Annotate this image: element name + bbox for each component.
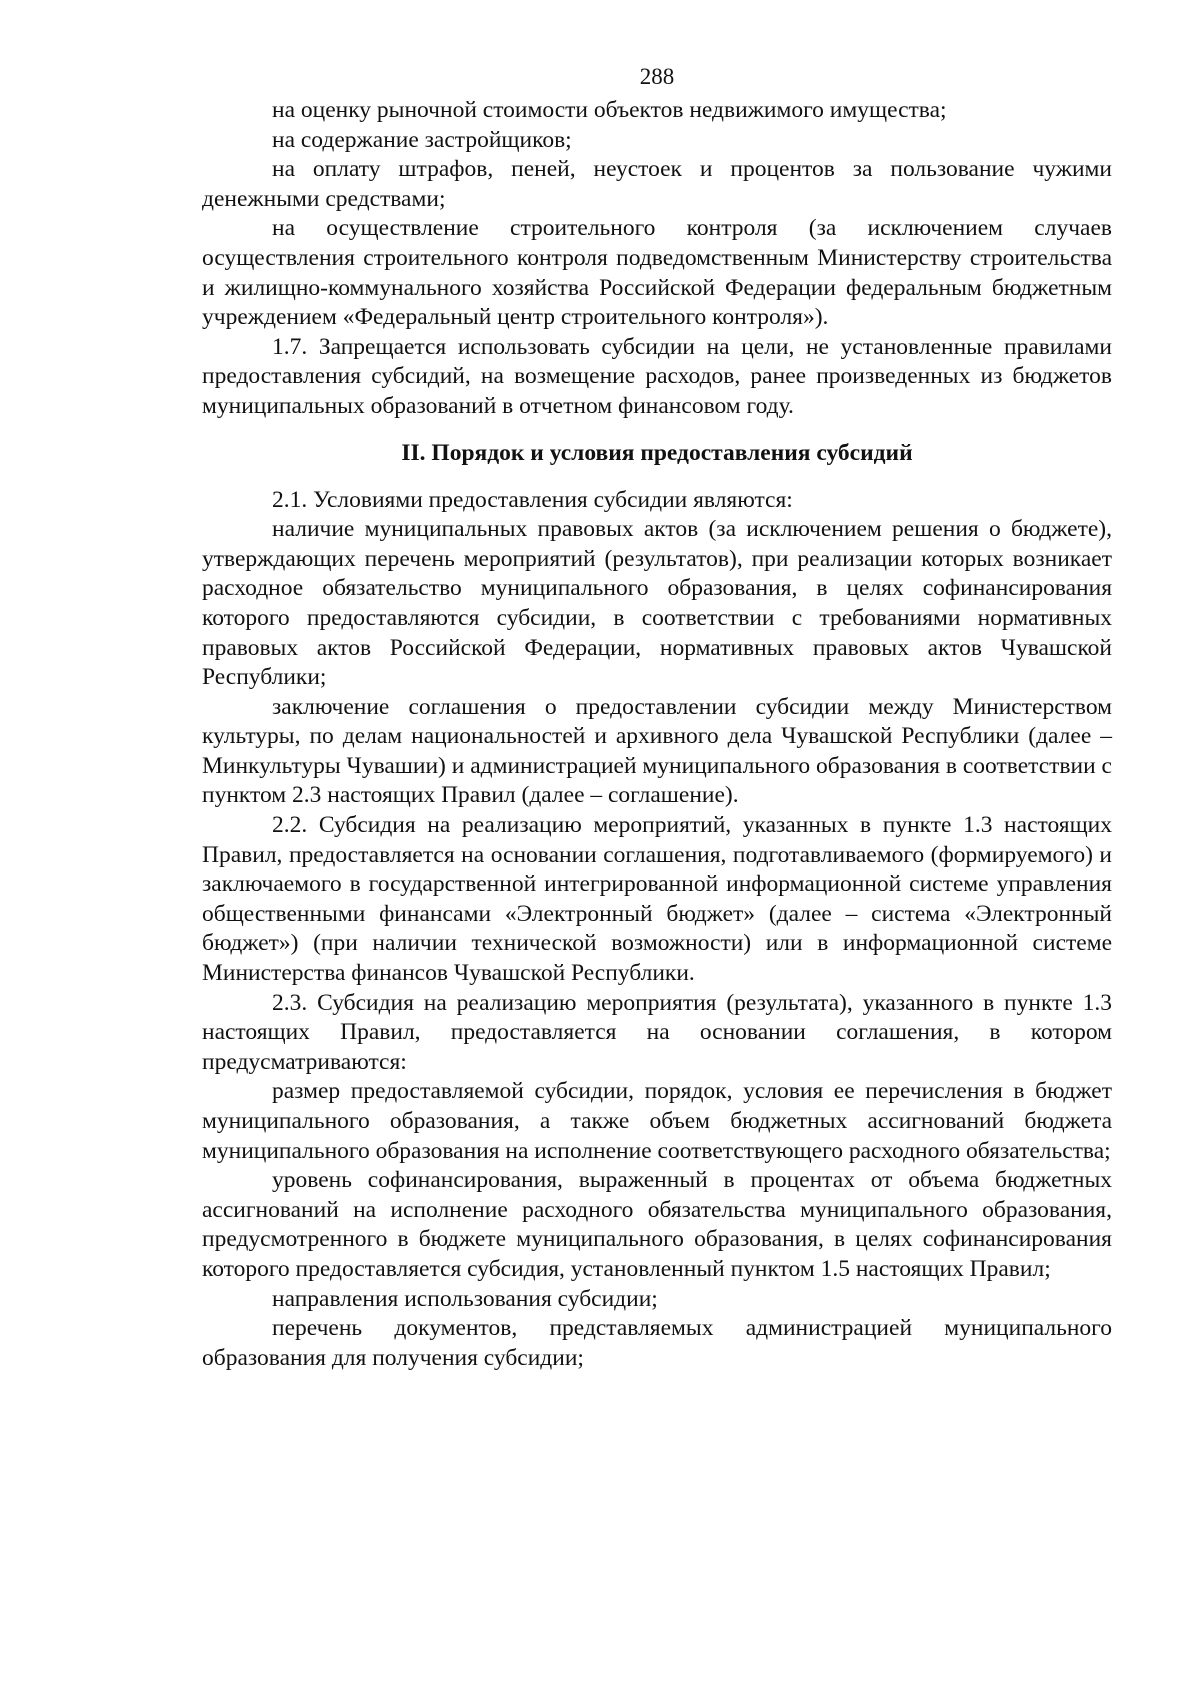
paragraph: на содержание застройщиков; — [272, 126, 572, 153]
paragraph: перечень документов, представляемых администрацией муниципального образования для получения субсидии; — [202, 1315, 1112, 1371]
paragraph: на оценку рыночной стоимости объектов недвижимого имущества; — [272, 97, 947, 123]
section-heading: II. Порядок и условия предоставления субсидий — [401, 439, 913, 466]
paragraph: наличие муниципальных правовых актов (за исключением решения о бюджете), утверждающих перечень мероприятий (результатов), при реализации которых возникает расходное обязательство муниципального образования, в целях софинансирования которого предоставляются субсидии, в соответствии с требованиями нормативных правовых актов Российской Федерации, нормативных правовых актов Чувашской Республики; — [202, 516, 1112, 691]
paragraph: 1.7. Запрещается использовать субсидии на цели, не установленные правилами предоставления субсидий, на возмещение расходов, ранее произведенных из бюджетов муниципальных образований в отчетном финансовом году. — [202, 333, 1112, 419]
paragraph: на оплату штрафов, пеней, неустоек и процентов за пользование чужими денежными средствами; — [202, 156, 1112, 212]
paragraph: направления использования субсидии; — [272, 1285, 658, 1312]
page-number: 288 — [639, 64, 675, 89]
paragraph: 2.1. Условиями предоставления субсидии являются: — [272, 486, 793, 513]
paragraph: на осуществление строительного контроля (за исключением случаев осуществления строительного контроля подведомственным Министерству строительства и жилищно-коммунального хозяйства Российской Федерации федеральным бюджетным учреждением «Федеральный центр строительного контроля»). — [202, 215, 1112, 331]
document-page — [202, 62, 1112, 1373]
paragraph: заключение соглашения о предоставлении субсидии между Министерством культуры, по делам национальностей и архивного дела Чувашской Республики (далее – Минкультуры Чувашии) и администрацией муниципального образования в соответствии с пунктом 2.3 настоящих Правил (далее – соглашение). — [202, 693, 1112, 809]
paragraph: 2.2. Субсидия на реализацию мероприятий, указанных в пункте 1.3 настоящих Правил, предоставляется на основании соглашения, подготавливаемого (формируемого) и заключаемого в государственной интегрированной информационной системе управления общественными финансами «Электронный бюджет» (далее – система «Электронный бюджет») (при наличии технической возможности) или в информационной системе Министерства финансов Чувашской Республики. — [202, 812, 1112, 987]
paragraph: 2.3. Субсидия на реализацию мероприятия (результата), указанного в пункте 1.3 настоящих Правил, предоставляется на основании соглашения, в котором предусматриваются: — [202, 989, 1112, 1075]
paragraph: уровень софинансирования, выраженный в процентах от объема бюджетных ассигнований на исполнение расходного обязательства муниципального образования, предусмотренного в бюджете муниципального образования, в целях софинансирования которого предоставляется субсидия, установленный пунктом 1.5 настоящих Правил; — [202, 1167, 1112, 1282]
paragraph: размер предоставляемой субсидии, порядок, условия ее перечисления в бюджет муниципального образования, а также объем бюджетных ассигнований бюджета муниципального образования на исполнение соответствующего расходного обязательства; — [202, 1078, 1112, 1164]
